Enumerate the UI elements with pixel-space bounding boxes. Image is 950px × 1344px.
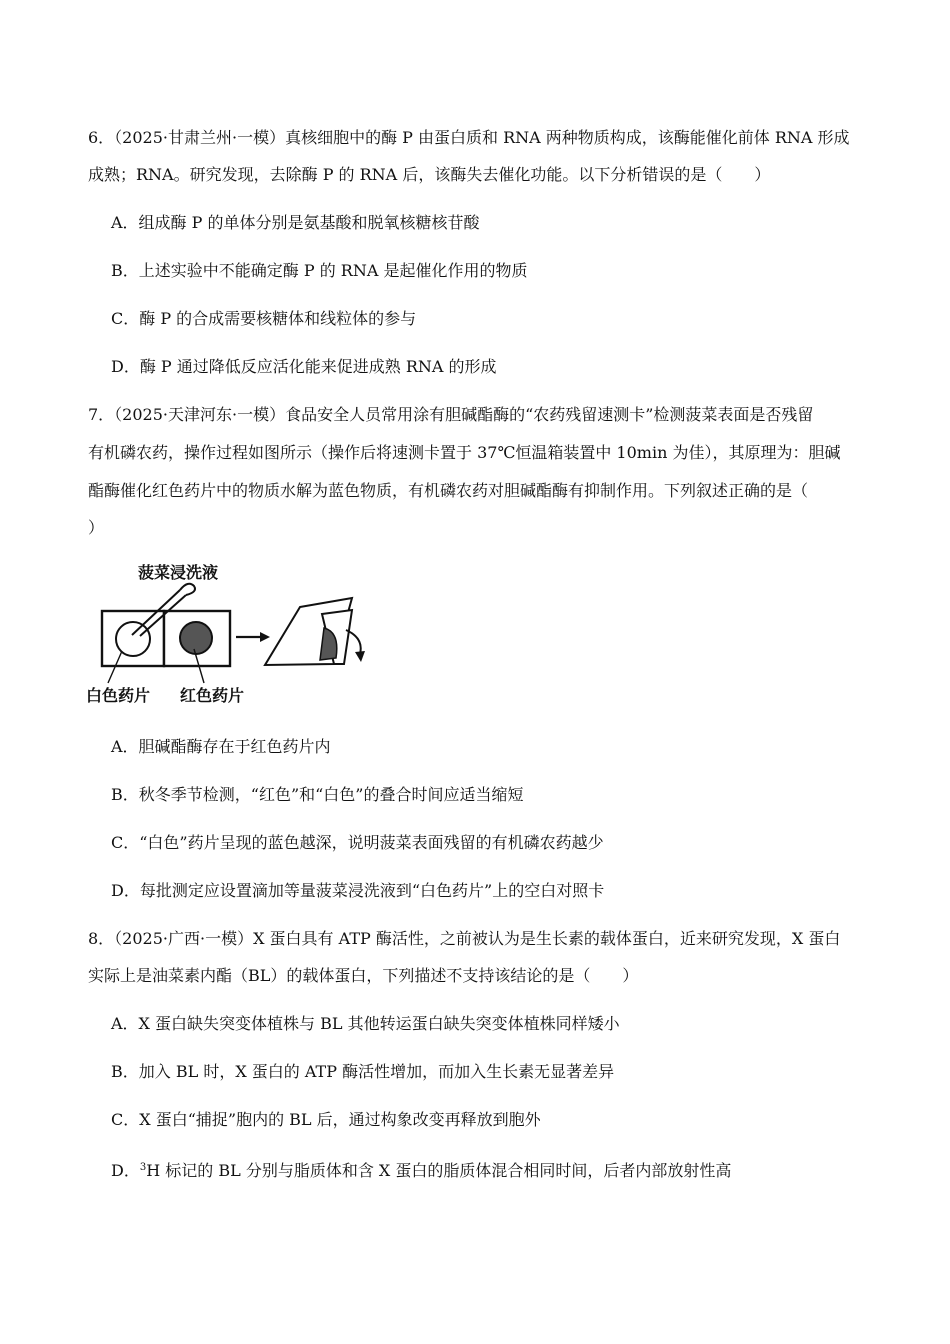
q7-option-c: C．“白色”药片呈现的蓝色越深，说明菠菜表面残留的有机磷农药越少 [111,833,604,852]
folded-card-icon [265,598,365,665]
q8-option-b: B．加入 BL 时，X 蛋白的 ATP 酶活性增加，而加入生长素无显著差异 [111,1062,615,1081]
q8-option-d-text: H 标记的 BL 分别与脂质体和含 X 蛋白的脂质体混合相同时间，后者内部放射性高 [146,1161,732,1180]
q7-option-a: A．胆碱酯酶存在于红色药片内 [111,737,331,756]
q8-option-d [111,1158,731,1181]
q8-stem-line-1: 8．（2025·广西·一模）X 蛋白具有 ATP 酶活性，之前被认为是生长素的载体蛋白，近来研究发现，X 蛋白 [88,929,841,948]
test-card-figure [84,552,384,712]
figure-label-white-pill: 白色药片 [86,686,151,705]
q7-option-b: B．秋冬季节检测，“红色”和“白色”的叠合时间应适当缩短 [111,785,524,804]
figure-label-spinach-wash: 菠菜浸洗液 [138,563,219,582]
q7-stem-line-2: 有机磷农药，操作过程如图所示（操作后将速测卡置于 37℃恒温箱装置中 10min 为佳），其原理为：胆碱 [88,443,841,462]
q7-option-d: D．每批测定应设置滴加等量菠菜浸洗液到“白色药片”上的空白对照卡 [111,881,605,900]
q8-option-d-superscript: 3 [139,1162,147,1173]
q7-stem-line-4: ） [88,518,105,537]
q6-stem-line-2: 成熟；RNA。研究发现，去除酶 P 的 RNA 后，该酶失去催化功能。以下分析错误的是（ ） [88,165,771,184]
q6-option-b: B．上述实验中不能确定酶 P 的 RNA 是起催化作用的物质 [111,261,528,280]
q7-stem-line-3: 酯酶催化红色药片中的物质水解为蓝色物质，有机磷农药对胆碱酯酶有抑制作用。下列叙述正确的是（ [88,481,809,500]
arrow-right-icon [236,632,270,642]
q8-option-c: C．X 蛋白“捕捉”胞内的 BL 后，通过构象改变再释放到胞外 [111,1110,541,1129]
white-pill-icon [116,622,150,656]
q8-option-d-prefix: D． [111,1161,140,1180]
q8-option-a: A．X 蛋白缺失突变体植株与 BL 其他转运蛋白缺失突变体植株同样矮小 [111,1014,620,1033]
figure-label-red-pill: 红色药片 [180,686,245,705]
q8-stem-line-2: 实际上是油菜素内酯（BL）的载体蛋白，下列描述不支持该结论的是（ ） [88,966,639,985]
q7-stem-line-1: 7．（2025·天津河东·一模）食品安全人员常用涂有胆碱酯酶的“农药残留速测卡”检测菠菜表面是否残留 [88,405,814,424]
q6-option-a: A．组成酶 P 的单体分别是氨基酸和脱氧核糖核苷酸 [111,213,480,232]
q6-stem-line-1: 6．（2025·甘肃兰州·一模）真核细胞中的酶 P 由蛋白质和 RNA 两种物质构成，该酶能催化前体 RNA 形成 [88,128,850,147]
red-pill-icon [180,622,212,654]
q6-option-d: D．酶 P 通过降低反应活化能来促进成熟 RNA 的形成 [111,357,497,376]
q6-option-c: C．酶 P 的合成需要核糖体和线粒体的参与 [111,309,417,328]
